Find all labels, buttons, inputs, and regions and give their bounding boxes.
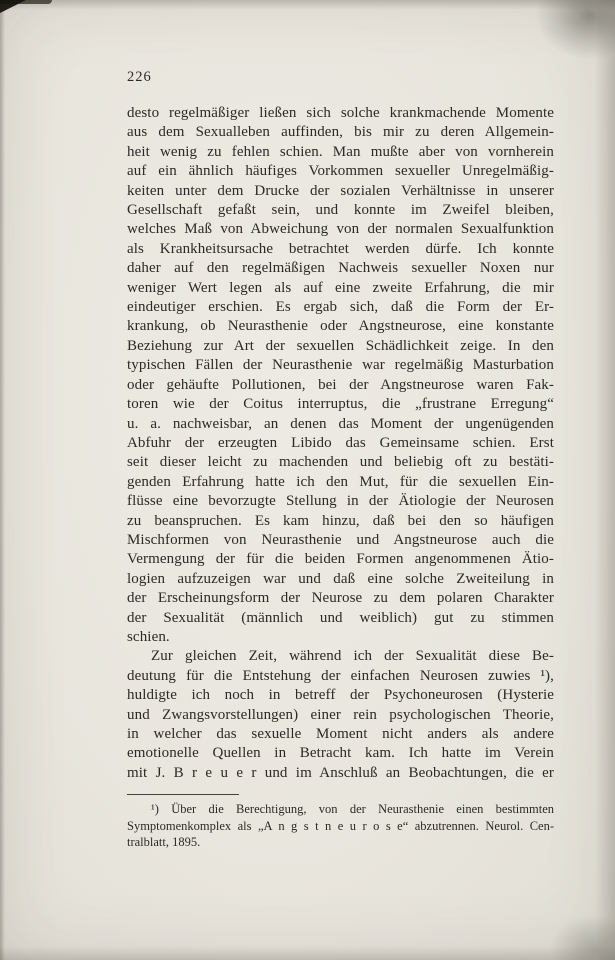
text-line: flüsse eine bevorzugte Stellung in der Ätiologie der Neurosen [127, 493, 554, 510]
footnote [127, 801, 554, 851]
text-line: toren wie der Coitus interruptus, die „frustrane Erregung“ [127, 396, 554, 413]
text-line: auf ein ähnlich häufiges Vorkommen sexueller Unregelmäßig- [127, 163, 554, 180]
text-line: Vermengung der für die beiden Formen angenommenen Ätio- [127, 551, 554, 568]
scan-edge-shadow-top [0, 0, 615, 10]
text-line: aus dem Sexualleben auffinden, bis mir zu deren Allgemein- [127, 124, 554, 141]
text-line: eindeutiger erschien. Es ergab sich, daß die Form der Er- [127, 299, 554, 316]
scan-edge-shadow-left [0, 0, 5, 960]
text-line: emotionelle Quellen in Betracht kam. Ich hatte im Verein [127, 745, 554, 762]
text-line: tralblatt, 1895. [127, 835, 201, 850]
text-line: der Sexualität (männlich und weiblich) gut zu stimmen [127, 609, 554, 626]
text-line: deutung für die Entstehung der einfachen Neurosen zuwies ¹), [127, 667, 554, 684]
text-line: seit dieser leicht zu machenden und beliebig oft zu bestäti- [127, 454, 554, 471]
text-line: zu beanspruchen. Es kam hinzu, daß bei den so häufigen [127, 512, 554, 529]
text-line: genden Erfahrung hatte ich den Mut, für die sexuellen Ein- [127, 473, 554, 490]
page-number: 226 [127, 69, 152, 85]
text-line: u. a. nachweisbar, an denen das Moment der ungenügenden [127, 415, 554, 432]
paragraph-second [127, 647, 554, 783]
text-line: ¹) Über die Berechtigung, von der Neurasthenie einen bestimmten [151, 802, 554, 816]
text-line: huldigte ich noch in betreff der Psychoneurosen (Hysterie [127, 687, 554, 704]
text-line: Symptomenkomplex als „A n g s t n e u r o s e“ abzutrennen. Neurol. Cen- [127, 818, 554, 833]
text-line: weniger Wert legen als auf eine zweite Erfahrung, die mir [127, 279, 554, 296]
text-line: Mischformen von Neurasthenie und Angstneurose auch die [127, 531, 554, 548]
text-line: oder gehäufte Pollutionen, bei der Angstneurose waren Fak- [127, 376, 554, 393]
scan-edge-shadow-right [595, 0, 615, 960]
text-line: logien aufzuzeigen war und daß eine solche Zweiteilung in [127, 570, 554, 587]
text-line: typischen Fällen der Neurasthenie war regelmäßig Masturbation [127, 357, 554, 374]
text-line: keiten unter dem Drucke der sozialen Verhältnisse in unserer [127, 182, 554, 199]
text-line: Zur gleichen Zeit, während ich der Sexualität diese Be- [151, 648, 554, 665]
text-line: in welcher das sexuelle Moment nicht anders als andere [127, 726, 554, 742]
text-line: als Krankheitsursache betrachtet werden dürfe. Ich konnte [127, 240, 554, 257]
paragraph-continuation [127, 104, 554, 647]
text-line: der Erscheinungsform der Neurose zu dem polaren Charakter [127, 590, 554, 607]
text-line: daher auf den regelmäßigen Nachweis sexueller Noxen nur [127, 260, 554, 277]
text-line: welches Maß von Abweichung von der normalen Sexualfunktion [127, 221, 554, 238]
text-line: Abfuhr der erzeugten Libido das Gemeinsame schien. Erst [127, 434, 554, 451]
text-line: krankung, ob Neurasthenie oder Angstneurose, eine konstante [127, 318, 554, 335]
page-body [127, 104, 554, 783]
text-line: und Zwangsvorstellungen) einer rein psychologischen Theorie, [127, 706, 554, 723]
text-line: Beziehung zur Art der sexuellen Schädlichkeit zeige. In den [127, 337, 554, 354]
scan-artifact-top-left-streak [0, 0, 52, 4]
footnote-separator-rule [127, 794, 239, 795]
scan-edge-shadow-bottom [0, 946, 615, 960]
text-line: desto regelmäßiger ließen sich solche krankmachende Momente [127, 105, 554, 121]
scan-artifact-bottom-right-smudge [549, 914, 615, 960]
scan-artifact-top-right-smudge [535, 0, 615, 60]
text-line: Gesellschaft gefaßt sein, und konnte im Zweifel bleiben, [127, 202, 554, 219]
text-line: heit wenig zu fehlen schien. Man mußte aber von vornherein [127, 143, 554, 160]
text-line: schien. [127, 628, 170, 645]
text-line: mit J. B r e u e r und im Anschluß an Beobachtungen, die er [127, 764, 554, 781]
